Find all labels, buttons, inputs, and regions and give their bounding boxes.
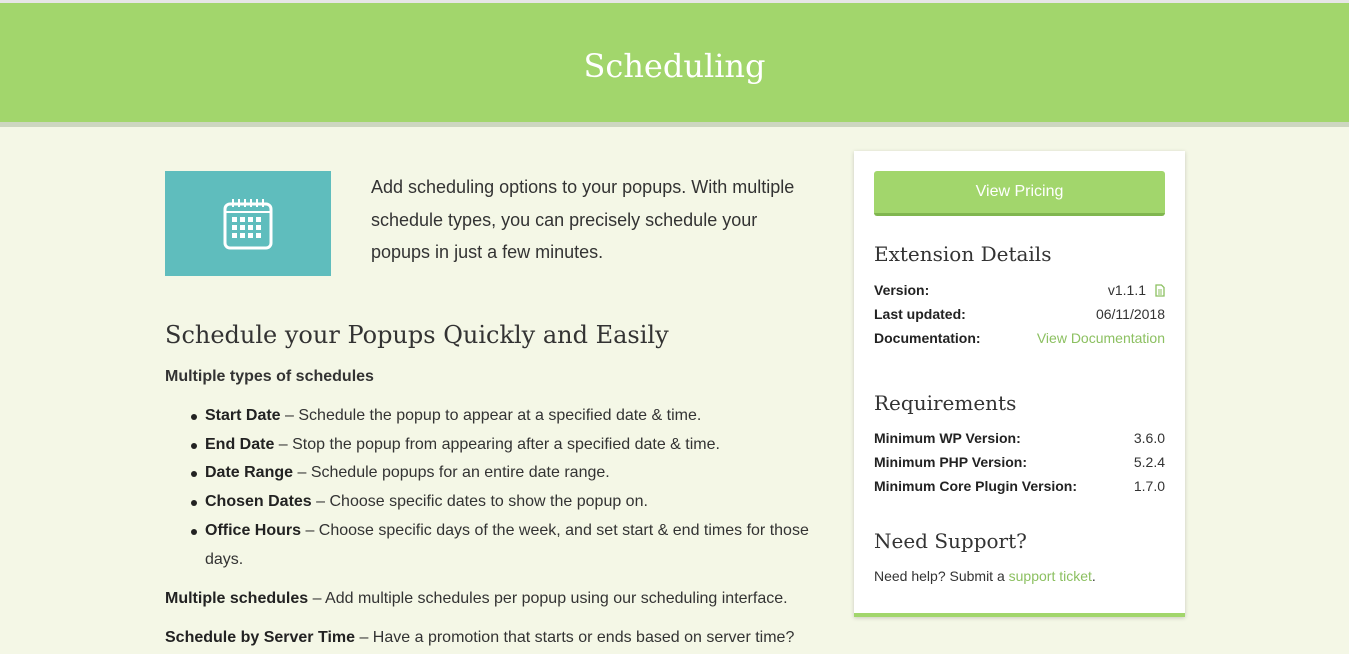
last-updated-row (874, 302, 1165, 326)
view-documentation-link[interactable]: View Documentation (1036, 330, 1165, 346)
feature-desc: – Stop the popup from appearing after a specified date & time. (274, 435, 720, 453)
php-version-row (874, 450, 1165, 474)
list-item (205, 488, 815, 517)
php-version-value: 5.2.4 (1133, 454, 1165, 470)
section-heading: Schedule your Popups Quickly and Easily (165, 321, 669, 349)
wp-version-label: Minimum WP Version: (874, 430, 1021, 446)
documentation-label: Documentation: (874, 330, 981, 346)
feature-desc: – Choose specific dates to show the popup on. (311, 493, 648, 511)
version-label: Version: (874, 282, 930, 298)
multiple-schedules-paragraph (165, 587, 788, 611)
core-version-value: 1.7.0 (1133, 478, 1165, 494)
view-pricing-button[interactable]: View Pricing (874, 171, 1165, 216)
feature-name: Chosen Dates (205, 493, 312, 511)
paragraph-label: Multiple schedules (165, 590, 309, 607)
feature-name: Office Hours (205, 521, 302, 539)
schedule-type-list (205, 402, 815, 574)
version-row (874, 278, 1165, 302)
list-item (205, 402, 815, 431)
requirements-heading: Requirements (874, 391, 1017, 415)
paragraph-text: – Have a promotion that starts or ends based on server time? (355, 629, 795, 646)
support-heading: Need Support? (874, 529, 1027, 553)
php-version-label: Minimum PHP Version: (874, 454, 1027, 470)
feature-name: Date Range (205, 464, 294, 482)
calendar-icon (223, 198, 273, 250)
core-version-row (874, 474, 1165, 498)
extension-image (165, 171, 331, 276)
feature-name: Start Date (205, 407, 281, 424)
wp-version-row (874, 426, 1165, 450)
intro-text: Add scheduling options to your popups. With multiple schedule types, you can precisely schedule your popups in just a few minutes. (371, 177, 795, 262)
documentation-row (874, 326, 1165, 350)
support-suffix: . (1091, 568, 1096, 584)
feature-desc: – Schedule the popup to appear at a specified date & time. (280, 407, 702, 424)
last-updated-value: 06/11/2018 (1095, 306, 1165, 322)
support-prefix: Need help? Submit a (874, 568, 1009, 584)
server-time-paragraph (165, 626, 794, 650)
list-item (205, 517, 815, 574)
paragraph-label: Schedule by Server Time (165, 629, 356, 646)
feature-desc: – Choose specific days of the week, and set start & end times for those days. (205, 521, 809, 568)
list-item (205, 459, 815, 488)
extension-details-heading: Extension Details (874, 242, 1052, 266)
version-value: v1.1.1 (1107, 282, 1146, 298)
support-text (874, 566, 1096, 586)
page-title: Scheduling (583, 47, 766, 85)
wp-version-value: 3.6.0 (1133, 430, 1165, 446)
last-updated-label: Last updated: (874, 306, 966, 322)
paragraph-text: – Add multiple schedules per popup using our scheduling interface. (308, 590, 788, 607)
support-ticket-link[interactable]: support ticket (1008, 568, 1092, 584)
core-version-label: Minimum Core Plugin Version: (874, 478, 1078, 494)
feature-desc: – Schedule popups for an entire date range. (293, 464, 610, 482)
extension-sidebar (854, 151, 1185, 617)
page-hero (0, 3, 1349, 127)
schedule-types-heading: Multiple types of schedules (165, 368, 374, 385)
feature-name: End Date (205, 435, 275, 453)
list-item (205, 431, 815, 460)
changelog-icon[interactable] (1155, 284, 1165, 297)
